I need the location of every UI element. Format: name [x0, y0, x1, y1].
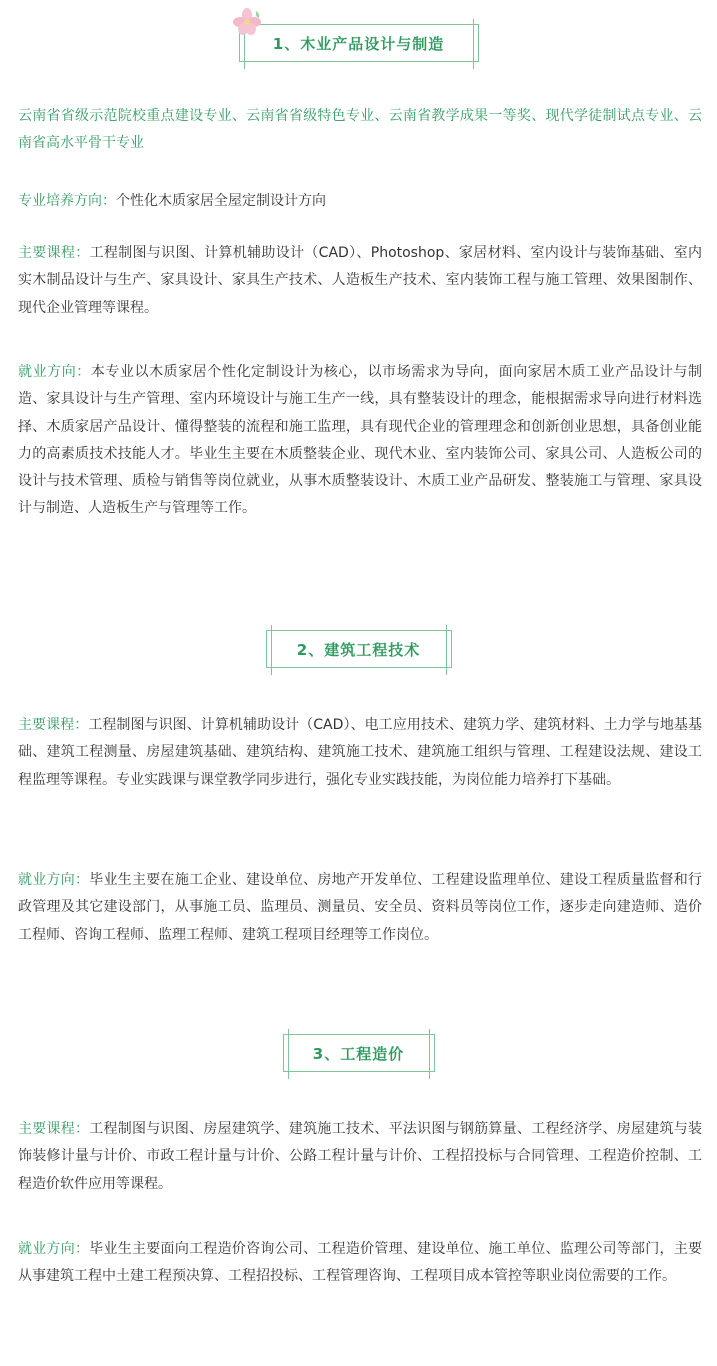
- flower-icon: [232, 7, 262, 37]
- courses-paragraph: [18, 712, 702, 794]
- courses-text: 工程制图与识图、房屋建筑学、建筑施工技术、平法识图与钢筋算量、工程经济学、房屋建筑与装饰装修计量与计价、市政工程计量与计价、公路工程计量与计价、工程招投标与合同管理、工程造价控制、工程造价软件应用等课程。: [18, 1121, 703, 1192]
- jobs-paragraph: [18, 867, 702, 949]
- courses-text: 工程制图与识图、计算机辅助设计（CAD）、电工应用技术、建筑力学、建筑材料、土力学与地基基础、建筑工程测量、房屋建筑基础、建筑结构、建筑施工技术、建筑施工组织与管理、工程建设法规、建设工程监理等课程。专业实践课与课堂教学同步进行，强化专业实践技能，为岗位能力培养打下基础。: [18, 717, 702, 788]
- courses-paragraph: [18, 240, 702, 322]
- training-direction: [18, 188, 702, 215]
- jobs-text: 本专业以木质家居个性化定制设计为核心，以市场需求为导向，面向家居木质工业产品设计与制造、家具设计与生产管理、室内环境设计与施工生产一线，具有整装设计的理念，能根据需求导向进行材料选择、木质家居产品设计、懂得整装的流程和施工监理，具有现代企业的管理理念和创新创业思想，具备创业能力的高素质技术技能人才。毕业生主要在木质整装企业、现代木业、室内装饰公司、家具公司、人造板公司的设计与技术管理、质检与销售等岗位就业，从事木质整装设计、木质工业产品研发、整装施工与管理、家具设计与制造、人造板生产与管理等工作。: [18, 364, 702, 517]
- jobs-paragraph: [18, 359, 702, 523]
- courses-label: 主要课程：: [18, 1121, 90, 1137]
- jobs-label: 就业方向：: [18, 872, 90, 888]
- heading-frame: [266, 630, 452, 668]
- section-3-heading: [0, 1034, 717, 1072]
- section-title: 2、建筑工程技术: [296, 640, 421, 659]
- jobs-paragraph: [18, 1236, 702, 1291]
- section-1-heading: [0, 24, 717, 62]
- heading-frame: [283, 1034, 435, 1072]
- section-2-heading: [0, 630, 717, 668]
- section-title: 3、工程造价: [312, 1044, 405, 1063]
- direction-text: 个性化木质家居全屋定制设计方向: [116, 193, 326, 209]
- honors-text: 云南省省级示范院校重点建设专业、云南省省级特色专业、云南省教学成果一等奖、现代学徒制试点专业、云南省高水平骨干专业: [18, 108, 702, 152]
- jobs-label: 就业方向：: [18, 364, 91, 380]
- courses-text: 工程制图与识图、计算机辅助设计（CAD）、Photoshop、家居材料、室内设计与装饰基础、室内实木制品设计与生产、家具设计、家具生产技术、人造板生产技术、室内装饰工程与施工管理、效果图制作、现代企业管理等课程。: [18, 245, 703, 316]
- direction-label: 专业培养方向：: [18, 193, 116, 209]
- courses-label: 主要课程：: [18, 245, 90, 261]
- courses-label: 主要课程：: [18, 717, 89, 733]
- heading-frame: [239, 24, 479, 62]
- jobs-label: 就业方向：: [18, 1241, 90, 1257]
- jobs-text: 毕业生主要面向工程造价咨询公司、工程造价管理、建设单位、施工单位、监理公司等部门，主要从事建筑工程中土建工程预决算、工程招投标、工程管理咨询、工程项目成本管控等职业岗位需要的工作。: [18, 1241, 703, 1285]
- jobs-text: 毕业生主要在施工企业、建设单位、房地产开发单位、工程建设监理单位、建设工程质量监督和行政管理及其它建设部门，从事施工员、监理员、测量员、安全员、资料员等岗位工作，逐步走向建造师、造价工程师、咨询工程师、监理工程师、建筑工程项目经理等工作岗位。: [18, 872, 703, 943]
- courses-paragraph: [18, 1116, 702, 1198]
- section-title: 1、木业产品设计与制造: [272, 34, 445, 53]
